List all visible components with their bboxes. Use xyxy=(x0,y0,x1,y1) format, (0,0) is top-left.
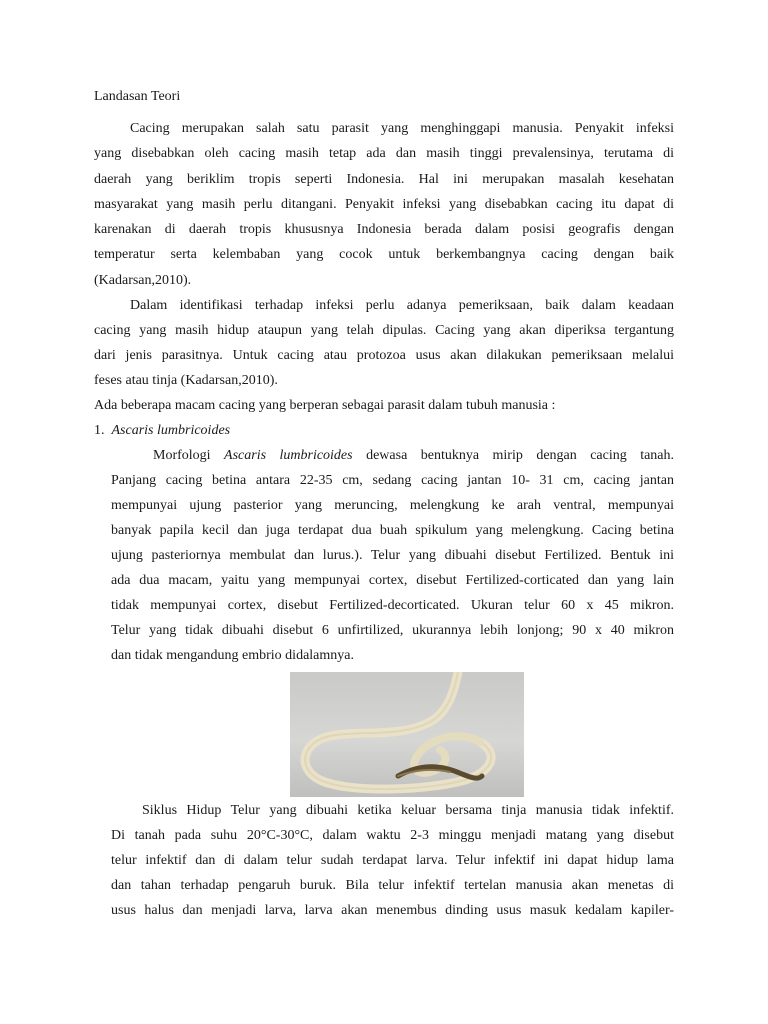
list-title: Ascaris lumbricoides xyxy=(111,423,231,438)
species-name: Ascaris lumbricoides xyxy=(224,448,353,463)
text-line: daerah yang beriklim tropis seperti Indonesia. Hal ini merupakan masalah kesehatan xyxy=(94,172,674,187)
ascaris-worm-photo xyxy=(290,672,524,797)
text-line: ada dua macam, yaitu yang mempunyai cortex, disebut Fertilized-corticated dan yang lain xyxy=(111,573,674,588)
text-line: Panjang cacing betina antara 22-35 cm, sedang cacing jantan 10- 31 cm, cacing jantan xyxy=(111,473,674,488)
worm-illustration xyxy=(290,672,524,797)
text-line: usus halus dan menjadi larva, larva akan menembus dinding usus masuk kedalam kapiler- xyxy=(111,903,674,918)
list-item xyxy=(94,422,230,440)
section-heading: Landasan Teori xyxy=(94,89,181,104)
text-line: Cacing merupakan salah satu parasit yang menghinggapi manusia. Penyakit infeksi xyxy=(130,121,674,136)
text-line: dan tidak mengandung embrio didalamnya. xyxy=(111,648,354,663)
text-line: cacing yang masih hidup ataupun yang telah dipulas. Cacing yang akan diperiksa tergantung xyxy=(94,323,674,338)
text-line: masyarakat yang masih perlu ditangani. Penyakit infeksi yang disebabkan cacing itu dapat di xyxy=(94,197,674,212)
text-line: (Kadarsan,2010). xyxy=(94,273,192,288)
text-line: Di tanah pada suhu 20°C-30°C, dalam waktu 2-3 minggu menjadi matang yang disebut xyxy=(111,828,674,843)
text-span: Morfologi xyxy=(153,448,211,463)
text-line: Ada beberapa macam cacing yang berperan sebagai parasit dalam tubuh manusia : xyxy=(94,398,556,413)
text-line: Dalam identifikasi terhadap infeksi perlu adanya pemeriksaan, baik dalam keadaan xyxy=(130,298,674,313)
list-number: 1. xyxy=(94,423,105,438)
text-line: Telur yang tidak dibuahi disebut 6 unfirtilized, ukurannya lebih lonjong; 90 x 40 mikron xyxy=(111,623,674,638)
text-line: mempunyai ujung pasterior yang meruncing, melengkung ke arah ventral, mempunyai xyxy=(111,498,674,513)
text-span: dewasa bentuknya mirip dengan cacing tanah. xyxy=(366,448,675,463)
text-line: karenakan di daerah tropis khususnya Indonesia berada dalam posisi geografis dengan xyxy=(94,222,674,237)
text-line: telur infektif dan di dalam telur sudah terdapat larva. Telur infektif ini dapat hidup lama xyxy=(111,853,674,868)
text-line: banyak papila kecil dan juga terdapat dua buah spikulum yang melengkung. Cacing betina xyxy=(111,523,674,538)
text-line: feses atau tinja (Kadarsan,2010). xyxy=(94,373,278,388)
text-line: tidak mempunyai cortex, disebut Fertilized-decorticated. Ukuran telur 60 x 45 mikron. xyxy=(111,598,674,613)
text-line: temperatur serta kelembaban yang cocok untuk berkembangnya cacing dengan baik xyxy=(94,247,674,262)
text-line: dan tahan terhadap pengaruh buruk. Bila telur infektif tertelan manusia akan menetas di xyxy=(111,878,674,893)
text-line: dari jenis parasitnya. Untuk cacing atau protozoa usus akan dilakukan pemeriksaan melalui xyxy=(94,348,674,363)
text-line xyxy=(153,447,674,465)
text-line: Siklus Hidup Telur yang dibuahi ketika keluar bersama tinja manusia tidak infektif. xyxy=(142,803,674,818)
text-line: yang disebabkan oleh cacing masih tetap ada dan masih tinggi prevalensinya, terutama di xyxy=(94,146,674,161)
text-line: ujung pasteriornya membulat dan lurus.). Telur yang dibuahi disebut Fertilized. Bentuk ini xyxy=(111,548,674,563)
